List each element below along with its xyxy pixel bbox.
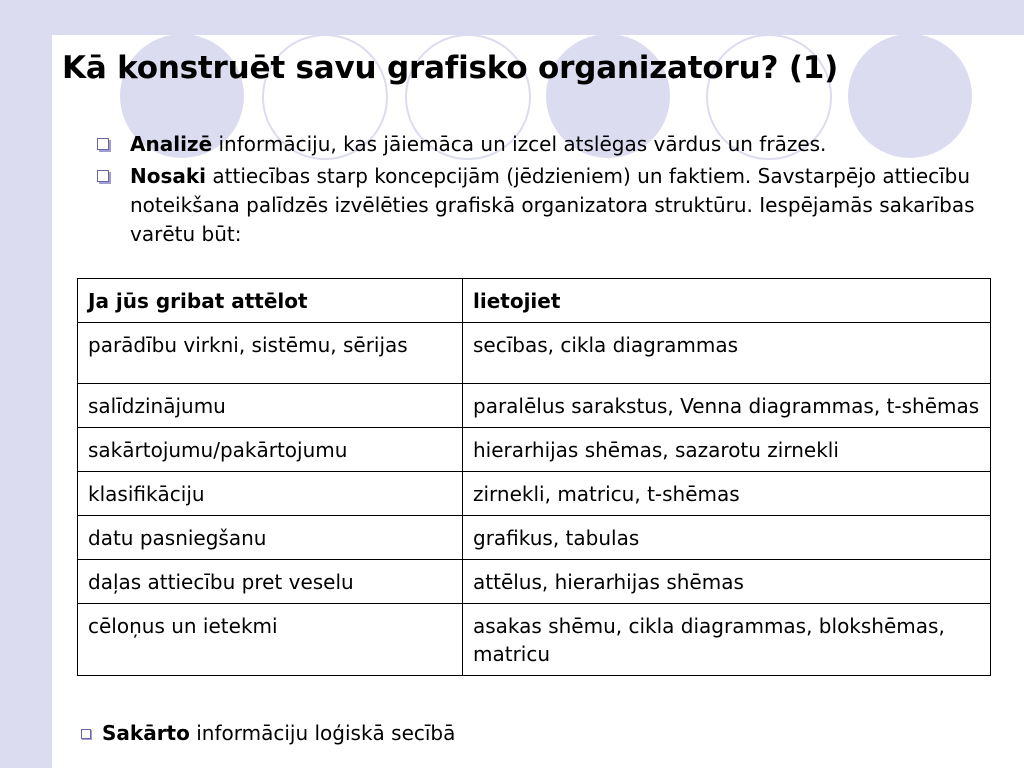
table-cell: sakārtojumu/pakārtojumu xyxy=(78,428,463,472)
bullet-bold-word: Analizē xyxy=(130,132,213,156)
bullet-bold-word: Nosaki xyxy=(130,164,207,188)
relations-table xyxy=(77,278,991,676)
table-cell: zirnekli, matricu, t-shēmas xyxy=(463,472,991,516)
table-header-row xyxy=(78,279,991,323)
bullet-bold-word: Sakārto xyxy=(102,721,190,745)
table-cell: secības, cikla diagrammas xyxy=(463,323,991,384)
slide-title: Kā konstruēt savu grafisko organizatoru? (1) xyxy=(62,50,839,86)
bullet-analize xyxy=(95,130,975,159)
table-cell: daļas attiecību pret veselu xyxy=(78,560,463,604)
bullet-text: attiecības starp koncepcijām (jēdzieniem) un faktiem. Savstarpējo attiecību noteikšana palīdzēs izvēlēties grafiskā organizatora struktūru. Iespējamās sakarības varētu būt: xyxy=(130,164,975,246)
table-cell: datu pasniegšanu xyxy=(78,516,463,560)
bullet-text: informāciju, kas jāiemāca un izcel atslēgas vārdus un frāzes. xyxy=(212,132,827,156)
table-cell: parādību virkni, sistēmu, sērijas xyxy=(78,323,463,384)
table-row xyxy=(78,560,991,604)
table-cell: asakas shēmu, cikla diagrammas, blokshēmas, matricu xyxy=(463,604,991,676)
table-row xyxy=(78,428,991,472)
table-row xyxy=(78,323,991,384)
table-row xyxy=(78,472,991,516)
table-row xyxy=(78,604,991,676)
table-cell: paralēlus sarakstus, Venna diagrammas, t-shēmas xyxy=(463,384,991,428)
table-cell: klasifikāciju xyxy=(78,472,463,516)
table-cell: attēlus, hierarhijas shēmas xyxy=(463,560,991,604)
table-row xyxy=(78,516,991,560)
table-cell: cēloņus un ietekmi xyxy=(78,604,463,676)
bullet-box-icon xyxy=(97,138,109,150)
bullet-list xyxy=(95,130,975,252)
bullet-box-icon xyxy=(81,729,91,739)
bullet-box-icon xyxy=(97,170,109,182)
bullet-text: informāciju loģiskā secībā xyxy=(189,721,456,745)
header-cell-use: lietojiet xyxy=(463,279,991,323)
bullet-sakarto xyxy=(79,719,455,747)
table-cell: salīdzinājumu xyxy=(78,384,463,428)
table-cell: hierarhijas shēmas, sazarotu zirnekli xyxy=(463,428,991,472)
bullet-nosaki xyxy=(95,162,975,249)
table-cell: grafikus, tabulas xyxy=(463,516,991,560)
table-row xyxy=(78,384,991,428)
header-cell-want: Ja jūs gribat attēlot xyxy=(78,279,463,323)
